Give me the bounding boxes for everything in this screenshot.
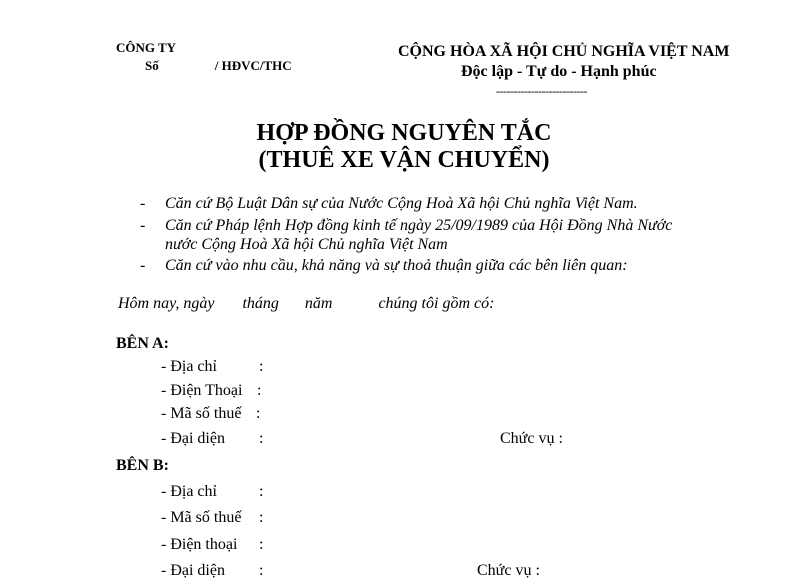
party-a-representative-label: - Đại diện [161,430,225,447]
contract-subtitle: (THUÊ XE VẬN CHUYỂN) [258,147,550,173]
basis-item-agreement: Căn cứ vào nhu cầu, khả năng và sự thoả thuận giữa các bên liên quan: [165,257,628,274]
party-b-representative-colon: : [259,562,264,579]
contract-title: HỢP ĐỒNG NGUYÊN TẮC [256,120,552,146]
basis-item-economic-contract: Căn cứ Pháp lệnh Hợp đồng kinh tế ngày 25/09/1989 của Hội Đồng Nhà Nước [165,217,673,234]
date-line [118,295,494,313]
document-number-suffix: / HĐVC/THC [214,58,292,73]
party-b-phone-colon: : [259,536,264,553]
party-a-tax-label: - Mã số thuế [161,405,242,422]
party-a-address-colon: : [259,358,264,375]
party-a-phone-colon: : [257,382,262,399]
party-a-heading: BÊN A: [116,335,169,352]
nation-title: CỘNG HÒA XÃ HỘI CHỦ NGHĨA VIỆT NAM [398,43,730,60]
basis-bullet: - [140,195,146,212]
party-b-tax-colon: : [259,509,264,526]
date-day-label: Hôm nay, ngày [118,295,215,312]
party-b-heading: BÊN B: [116,457,169,474]
party-b-phone-label: - Điện thoại [161,536,238,553]
party-a-phone-label: - Điện Thoại [161,382,243,399]
company-name: CÔNG TY [116,40,177,55]
party-a-position-label: Chức vụ : [500,430,563,447]
party-b-address-colon: : [259,483,264,500]
party-b-position-label: Chức vụ : [477,562,540,579]
motto-underline: -------------------------- [496,84,587,98]
basis-item-civil-code: Căn cứ Bộ Luật Dân sự của Nước Cộng Hoà Xã hội Chủ nghĩa Việt Nam. [165,195,638,212]
party-b-tax-label: - Mã số thuế [161,509,242,526]
date-year-label: năm [304,295,333,312]
document-number [145,58,292,74]
basis-item-economic-contract-cont: nước Cộng Hoà Xã hội Chủ nghĩa Việt Nam [165,236,448,253]
party-b-representative-label: - Đại diện [161,562,225,579]
party-a-representative-colon: : [259,430,264,447]
national-motto: Độc lập - Tự do - Hạnh phúc [461,63,657,80]
date-month-label: tháng [242,295,279,312]
party-a-tax-colon: : [256,405,261,422]
party-a-address-label: - Địa chỉ [161,358,217,375]
basis-bullet: - [140,257,146,274]
document-number-prefix: Số [145,58,159,73]
party-b-address-label: - Địa chỉ [161,483,217,500]
basis-bullet: - [140,217,146,234]
parties-intro: chúng tôi gồm có: [378,295,495,312]
